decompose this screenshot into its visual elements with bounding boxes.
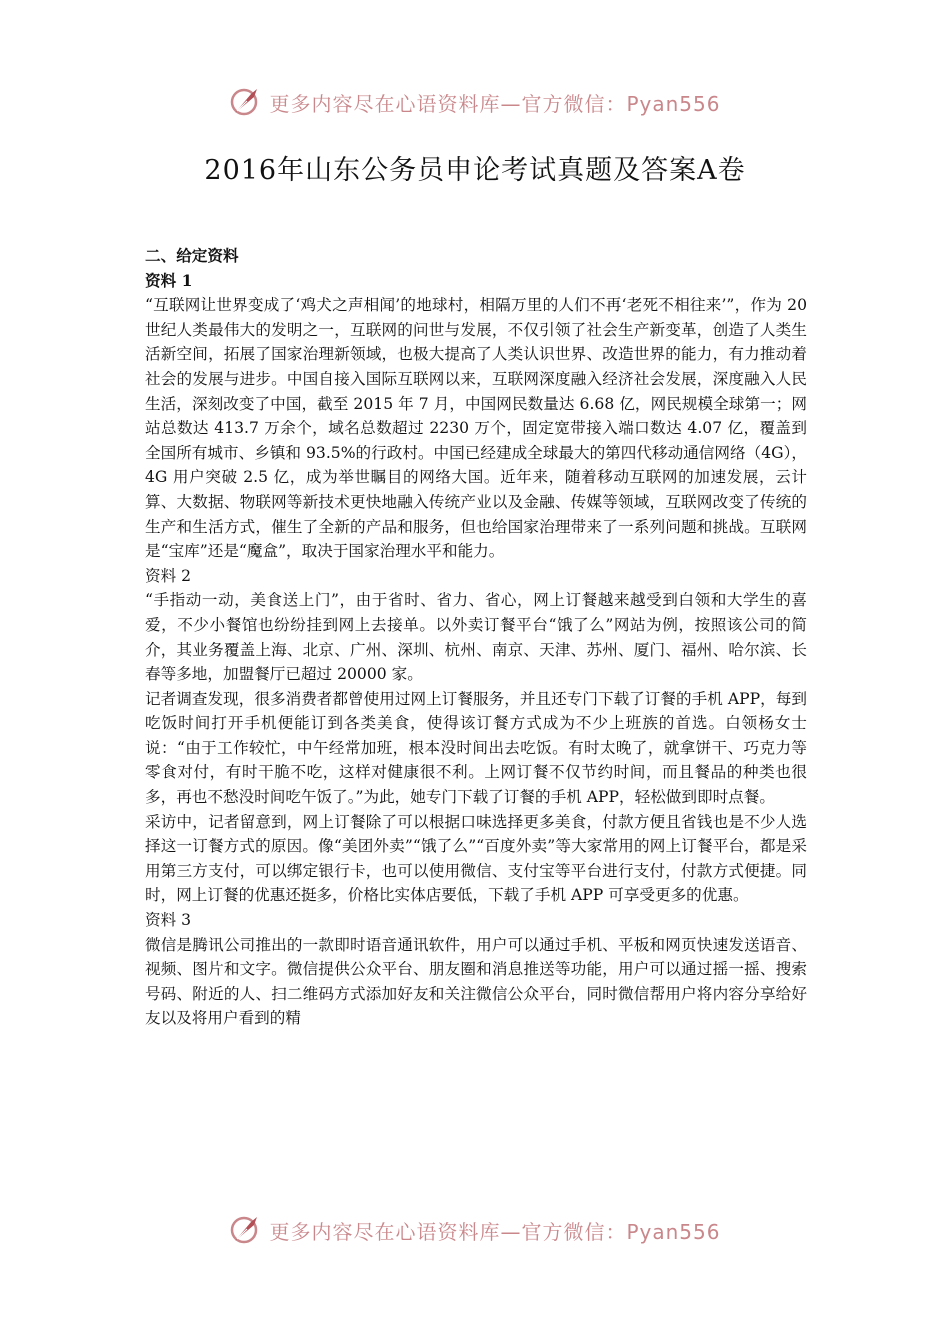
material-2-label: 资料 2 — [145, 566, 192, 585]
watermark-text: 更多内容尽在心语资料库—官方微信：Pyan556 — [269, 91, 721, 116]
material-1-label: 资料 1 — [145, 270, 193, 290]
material-2-paragraph: 采访中，记者留意到，网上订餐除了可以根据口味选择更多美食，付款方便且省钱也是不少人选择这一订餐方式的原因。像“美团外卖”“饿了么”“百度外卖”等大家常用的网上订餐平台，都是采用第三方支付，可以绑定银行卡，也可以使用微信、支付宝等平台进行支付，付款方式便捷。同时，网上订餐的优惠还挺多，价格比实体店要低，下载了手机 APP 可享受更多的优惠。 — [145, 812, 807, 905]
quill-logo-icon — [229, 1213, 263, 1247]
section-heading: 二、给定资料 — [145, 246, 239, 265]
material-2-paragraph: 记者调查发现，很多消费者都曾使用过网上订餐服务，并且还专门下载了订餐的手机 APP，每到吃饭时间打开手机便能订到各类美食，使得该订餐方式成为不少上班族的首选。白领杨女士说：“由于工作较忙，中午经常加班，根本没时间出去吃饭。有时太晚了，就拿饼干、巧克力等零食对付，有时干脆不吃，这样对健康很不利。上网订餐不仅节约时间，而且餐品的种类也很多，再也不愁没时间吃午饭了。”为此，她专门下载了订餐的手机 APP，轻松做到即时点餐。 — [145, 689, 807, 807]
watermark-text: 更多内容尽在心语资料库—官方微信：Pyan556 — [269, 1219, 721, 1244]
material-3-label: 资料 3 — [145, 911, 192, 930]
watermark-banner-bottom — [0, 1208, 950, 1252]
material-1-paragraph: “互联网让世界变成了‘鸡犬之声相闻’的地球村，相隔万里的人们不再‘老死不相往来’”，作为 20 世纪人类最伟大的发明之一，互联网的问世与发展，不仅引领了社会生产新变革，创造了人类生活新空间，拓展了国家治理新领域，也极大提高了人类认识世界、改造世界的能力，有力推动着社会的发展与进步。中国自接入国际互联网以来，互联网深度融入经济社会发展，深度融入人民生活，深刻改变了中国，截至 2015 年 7 月，中国网民数量达 6.68 亿，网民规模全球第一；网站总数达 413.7 万余个，域名总数超过 2230 万个，固定宽带接入端口数达 4.07 亿，覆盖到全国所有城市、乡镇和 93.5%的行政村。中国已经建成全球最大的第四代移动通信网络（4G），4G 用户突破 2.5 亿，成为举世瞩目的网络大国。近年来，随着移动互联网的加速发展，云计算、大数据、物联网等新技术更快地融入传统产业以及金融、传媒等领域，互联网改变了传统的生产和生活方式，催生了全新的产品和服务，但也给国家治理带来了一系列问题和挑战。互联网是“宝库”还是“魔盒”，取决于国家治理水平和能力。 — [145, 296, 807, 561]
document-title: 2016年山东公务员申论考试真题及答案A卷 — [204, 155, 746, 186]
quill-logo-icon — [229, 85, 263, 119]
watermark-banner-top — [0, 80, 950, 124]
document-body — [145, 244, 807, 1031]
material-3-paragraph: 微信是腾讯公司推出的一款即时语音通讯软件，用户可以通过手机、平板和网页快速发送语音、视频、图片和文字。微信提供公众平台、朋友圈和消息推送等功能，用户可以通过摇一摇、搜索号码、附近的人、扫二维码方式添加好友和关注微信公众平台，同时微信帮用户将内容分享给好友以及将用户看到的精 — [145, 935, 807, 1028]
material-2-paragraph: “手指动一动，美食送上门”，由于省时、省力、省心，网上订餐越来越受到白领和大学生的喜爱，不少小餐馆也纷纷挂到网上去接单。以外卖订餐平台“饿了么”网站为例，按照该公司的简介，其业务覆盖上海、北京、广州、深圳、杭州、南京、天津、苏州、厦门、福州、哈尔滨、长春等多地，加盟餐厅已超过 20000 家。 — [145, 591, 807, 684]
